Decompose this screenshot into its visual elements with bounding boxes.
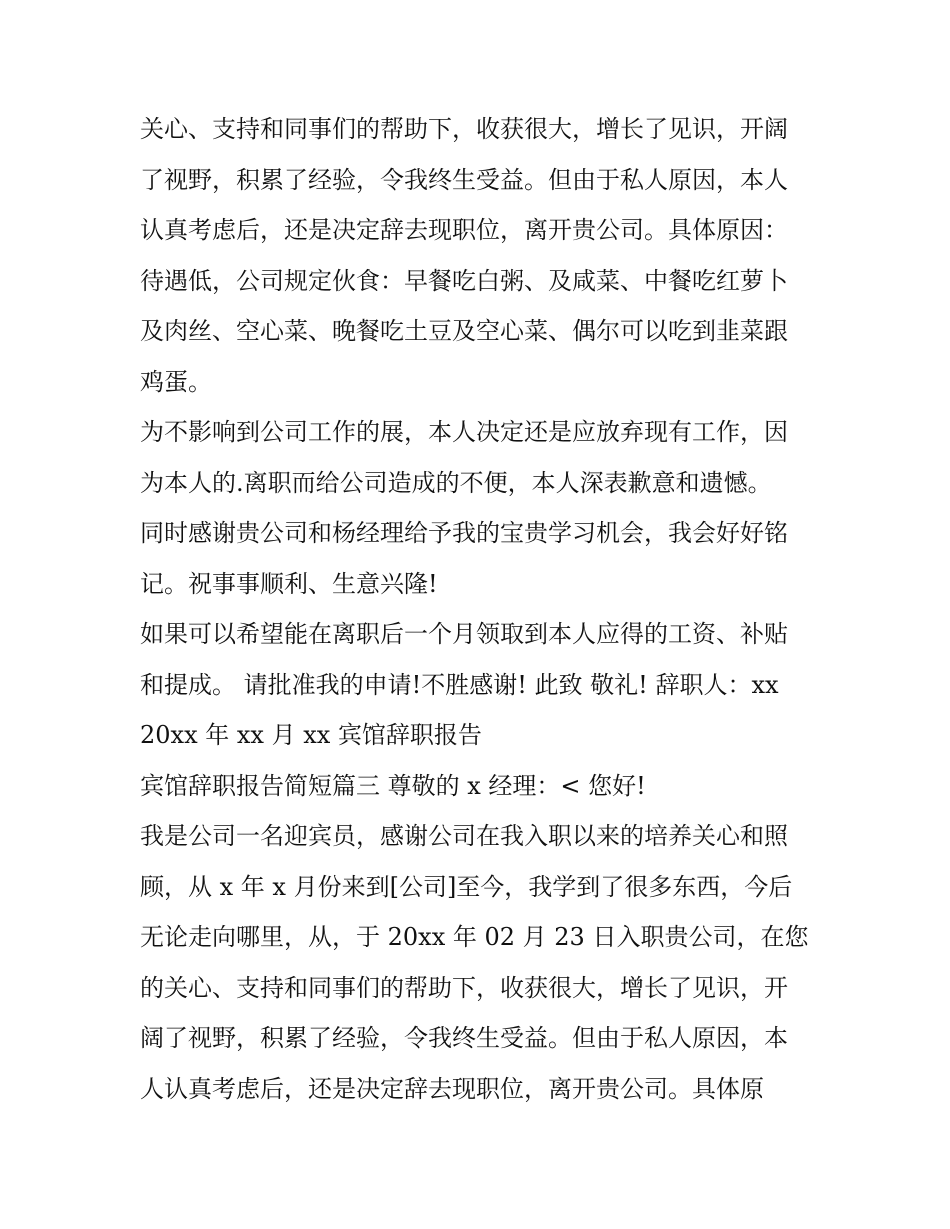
text-line: 认真考虑后，还是决定辞去现职位，离开贵公司。具体原因： (140, 216, 788, 244)
text-line: 20xx 年 xx 月 xx 宾馆辞职报告 (140, 721, 482, 749)
text-line: 为不影响到公司工作的展，本人决定还是应放弃现有工作，因 (140, 418, 788, 446)
text-line: 同时感谢贵公司和杨经理给予我的宝贵学习机会，我会好好铭 (140, 519, 788, 547)
text-line: 如果可以希望能在离职后一个月领取到本人应得的工资、补贴 (140, 620, 788, 648)
text-line: 和提成。 请批准我的申请!不胜感谢! 此致 敬礼! 辞职人：xx (140, 670, 779, 699)
document-body (140, 104, 820, 1114)
text-line: 宾馆辞职报告简短篇三 尊敬的 x 经理：< 您好! (140, 771, 646, 800)
text-line: 人认真考虑后，还是决定辞去现职位，离开贵公司。具体原 (140, 1074, 764, 1103)
text-line: 顾，从 x 年 x 月份来到[公司]至今，我学到了很多东西，今后 (140, 872, 793, 901)
text-line: 无论走向哪里，从，于 20xx 年 02 月 23 日入职贵公司，在您 (140, 923, 809, 951)
text-line: 为本人的.离职而给公司造成的不便，本人深表歉意和遗憾。 (140, 468, 772, 497)
text-line: 阔了视野，积累了经验，令我终生受益。但由于私人原因，本 (140, 1024, 788, 1052)
text-line: 待遇低，公司规定伙食：早餐吃白粥、及咸菜、中餐吃红萝卜 (140, 266, 788, 295)
text-line: 及肉丝、空心菜、晚餐吃土豆及空心菜、偶尔可以吃到韭菜跟 (140, 317, 788, 345)
text-line: 了视野，积累了经验，令我终生受益。但由于私人原因，本人 (140, 165, 788, 194)
text-line: 记。祝事事顺利、生意兴隆! (140, 569, 438, 598)
text-line: 的关心、支持和同事们的帮助下，收获很大，增长了见识，开 (140, 973, 788, 1002)
text-line: 关心、支持和同事们的帮助下，收获很大，增长了见识，开阔 (140, 115, 788, 143)
text-line: 我是公司一名迎宾员，感谢公司在我入职以来的培养关心和照 (140, 822, 788, 850)
text-line: 鸡蛋。 (140, 367, 212, 396)
